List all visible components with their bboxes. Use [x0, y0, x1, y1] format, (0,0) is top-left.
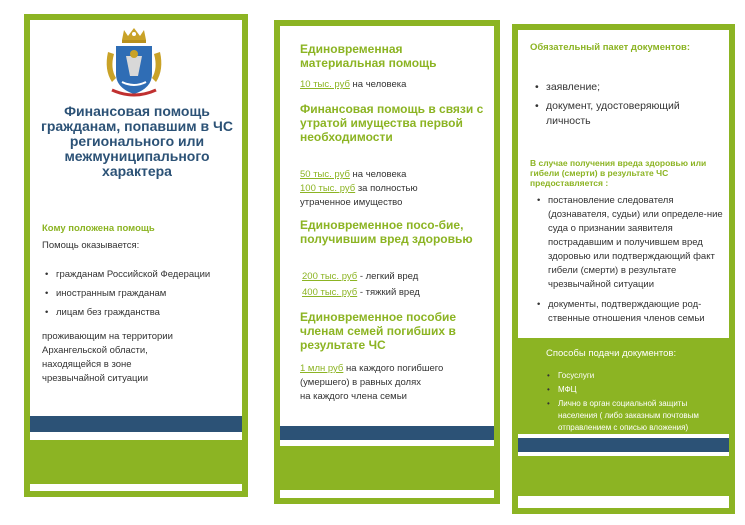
methods-block — [518, 338, 729, 434]
payment-amount: 10 тыс. руб — [300, 79, 350, 90]
methods-title: Способы подачи документов: — [546, 348, 677, 359]
list-item: • Лично в орган социальной защиты населения ( либо заказным почтовым отправлением с описью вложения) — [558, 398, 726, 434]
panel-payments — [274, 20, 500, 504]
panel-who — [24, 14, 248, 497]
payment-amount: 200 тыс. руб — [302, 271, 358, 282]
blue-band — [280, 426, 494, 440]
payment-block — [300, 362, 490, 404]
residence-line: Архангельской области, — [42, 345, 148, 356]
payment-block — [300, 168, 490, 210]
residence-text — [42, 330, 232, 386]
heading-health-harm: Единовременное посо-бие, получившим вред здоровью — [300, 218, 473, 246]
payment-text: - тяжкий вред — [357, 287, 420, 298]
payment-text: на каждого члена семьи — [300, 391, 407, 402]
list-item: • гражданам Российской Федерации — [56, 268, 246, 282]
green-block — [280, 446, 494, 490]
list-item: • Госуслуги — [558, 370, 726, 382]
list-item: • МФЦ — [558, 384, 726, 396]
list-item: • заявление; — [546, 80, 726, 95]
list-item: • иностранным гражданам — [56, 287, 246, 301]
heading-property-loss: Финансовая помощь в связи с утратой имущества первой необходимости — [300, 102, 484, 144]
payment-text: на человека — [349, 169, 407, 180]
payment-amount: 100 тыс. руб — [300, 183, 356, 194]
green-block — [518, 456, 729, 496]
residence-line: чрезвычайной ситуации — [42, 373, 149, 384]
payment-text: за полностью — [355, 183, 418, 194]
who-heading: Кому положена помощь — [42, 223, 155, 234]
methods-list — [546, 370, 726, 434]
payment-line — [302, 286, 492, 300]
payment-line — [302, 270, 492, 284]
recipients-list — [44, 268, 246, 320]
payment-block — [302, 270, 492, 300]
payment-text: на человека — [349, 79, 407, 90]
payment-amount: 400 тыс. руб — [302, 287, 358, 298]
coat-of-arms-icon — [102, 26, 166, 100]
payment-line — [300, 168, 490, 182]
heading-death-benefit: Единовременное пособие членам семей погибших в результате ЧС — [300, 310, 457, 352]
brochure-title: Финансовая помощь гражданам, попавшим в ЧС регионального или межмуниципального характера — [41, 103, 233, 179]
list-item: • документы, подтверждающие род-ственные отношения членов семьи — [548, 298, 728, 326]
blue-band — [518, 438, 729, 452]
payment-amount: 1 млн руб — [300, 363, 344, 374]
list-item: • лицам без гражданства — [56, 306, 246, 320]
documents-heading: Обязательный пакет документов: — [530, 42, 691, 53]
payment-line — [300, 362, 490, 376]
help-intro: Помощь оказывается: — [42, 240, 140, 251]
payment-line — [300, 78, 406, 92]
panel-documents — [512, 24, 735, 514]
health-docs-heading: В случае получения вреда здоровью или гибели (смерти) в результате ЧС предоставляется : — [530, 158, 707, 188]
payment-text: на каждого погибшего — [343, 363, 444, 374]
payment-amount: 50 тыс. руб — [300, 169, 350, 180]
payment-text: - легкий вред — [357, 271, 419, 282]
list-item: • постановление следователя (дознавателя, судьи) или определе-ние суда о признании заявителя пострадавшим и получившем вред здоровью или подтверждающий факт гибели (смерти) в результате чрезвычайной ситуации — [548, 194, 728, 292]
payment-text: (умершего) в равных долях — [300, 377, 421, 388]
health-docs-list — [536, 194, 728, 326]
heading-material-help: Единовременная материальная помощь — [300, 42, 437, 70]
residence-line: находящейся в зоне — [42, 359, 132, 370]
residence-line: проживающим на территории — [42, 331, 173, 342]
docs-list — [534, 80, 726, 129]
payment-line — [300, 182, 490, 196]
list-item: • документ, удостоверяющий личность — [546, 99, 726, 129]
blue-band — [30, 416, 242, 432]
green-block — [30, 440, 242, 484]
payment-text: утраченное имущество — [300, 197, 403, 208]
